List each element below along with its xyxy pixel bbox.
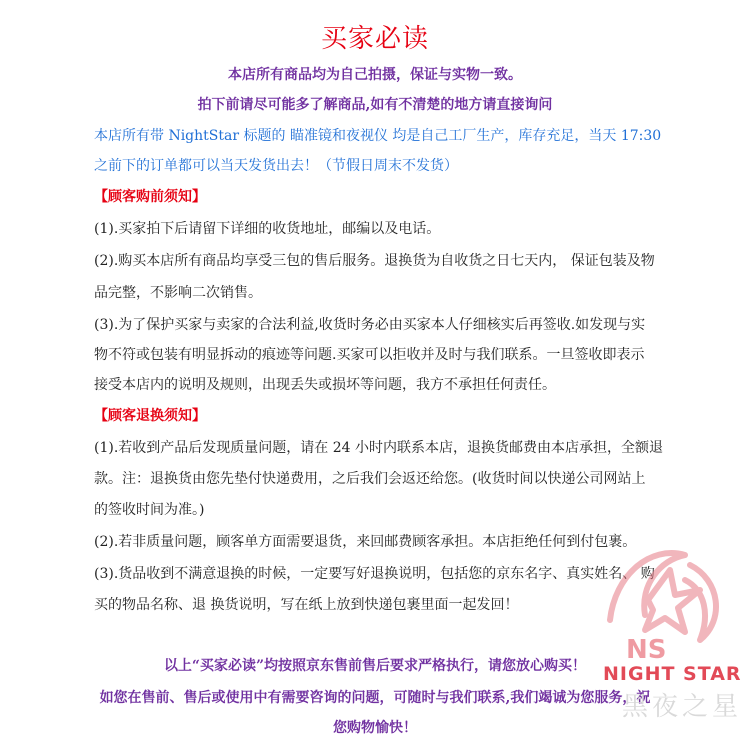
return-notes-heading: 【顾客退换须知】	[94, 408, 206, 424]
purchase-notes-heading: 【顾客购前须知】	[94, 189, 206, 205]
ns-logo-text: NS	[626, 635, 667, 665]
watermark-brand: NIGHT STAR	[603, 663, 742, 685]
return-note-line: (2).若非质量问题，顾客单方面需要退货，来回邮费顾客承担。本店拒绝任何到付包裹。	[94, 534, 637, 550]
purchase-note-line: 物不符或包装有明显拆动的痕迹等问题.买家可以拒收并及时与我们联系。一旦签收即表示	[94, 347, 645, 363]
intro-line-1: 本店所有商品均为自己拍摄，保证与实物一致。	[228, 67, 522, 83]
purchase-note-line: 接受本店内的说明及规则，出现丢失或损坏等问题，我方不承担任何责任。	[94, 377, 556, 393]
return-note-line: 买的物品名称、退 换货说明，写在纸上放到快递包裹里面一起发回！	[94, 597, 519, 613]
intro-line-2: 拍下前请尽可能多了解商品,如有不清楚的地方请直接询问	[197, 97, 553, 113]
purchase-note-line: (1).买家拍下后请留下详细的收货地址，邮编以及电话。	[94, 221, 441, 237]
return-note-line: 款。注：退换货由您先垫付快递费用，之后我们会返还给您。(收货时间以快递公司网站上	[94, 471, 646, 487]
watermark-brand-cn: 黑夜之星	[622, 692, 743, 722]
purchase-note-line: 品完整，不影响二次销售。	[94, 285, 262, 301]
return-note-line: 的签收时间为准。)	[94, 502, 205, 518]
purchase-note-line: (2).购买本店所有商品均享受三包的售后服务。退换货为自收货之日七天内， 保证包装及物	[94, 253, 655, 269]
factory-notice-line-2: 之前下的订单都可以当天发货出去！（节假日周末不发货）	[94, 158, 458, 174]
footer-line-1: 以上“买家必读”均按照京东售前售后要求严格执行，请您放心购买！	[163, 658, 587, 674]
footer-line-2: 如您在售前、售后或使用中有需要咨询的问题，可随时与我们联系,我们竭诚为您服务，祝	[99, 690, 651, 706]
page-title: 买家必读	[320, 24, 429, 54]
factory-notice-line-1: 本店所有带 NightStar 标题的 瞄准镜和夜视仪 均是自己工厂生产，库存充足，当天 17:30	[94, 128, 662, 144]
return-note-line: (3).货品收到不满意退换的时候，一定要写好退换说明，包括您的京东名字、真实姓名、 购	[94, 566, 655, 582]
return-note-line: (1).若收到产品后发现质量问题，请在 24 小时内联系本店，退换货邮费由本店承担，全额退	[94, 440, 663, 456]
swoosh-shape	[685, 565, 716, 640]
purchase-note-line: (3).为了保护买家与卖家的合法利益,收货时务必由买家本人仔细核实后再签收.如发现与实	[94, 317, 646, 333]
footer-line-3: 您购物愉快！	[333, 720, 417, 736]
